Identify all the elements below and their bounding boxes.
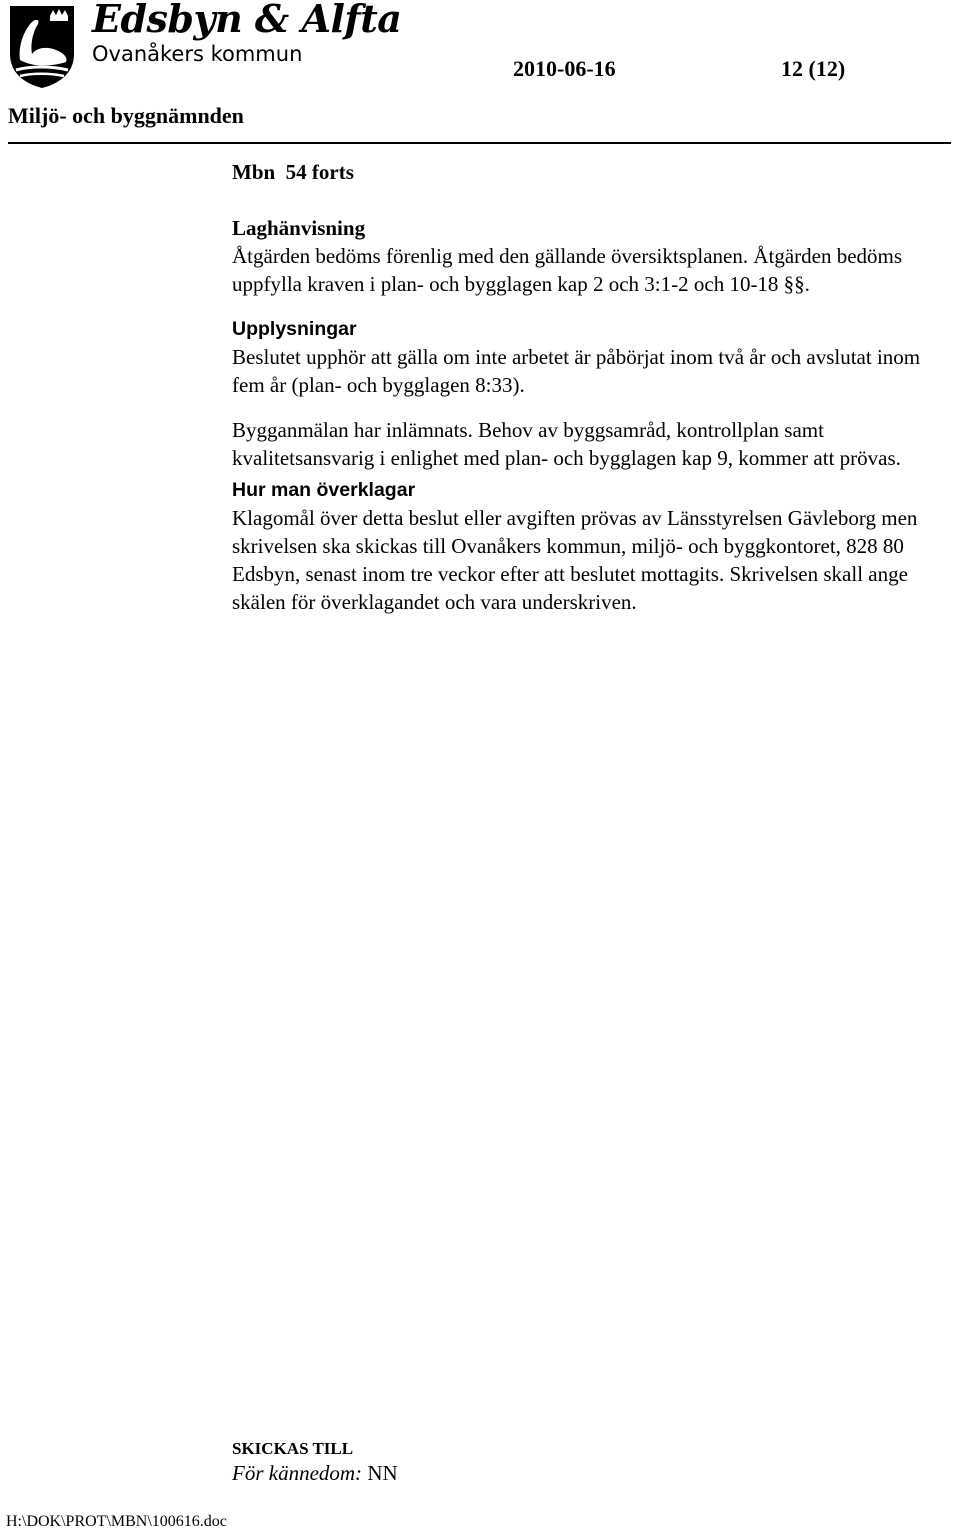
section-heading-overklagar: Hur man överklagar xyxy=(232,479,416,501)
organization-name: Miljö- och byggnämnden xyxy=(8,103,244,128)
section-heading-laghanvisning: Laghänvisning xyxy=(232,216,366,240)
document-date: 2010-06-16 xyxy=(513,56,616,81)
section-text-bygganmalan: Bygganmälan har inlämnats. Behov av byggsamråd, kontrollplan samt kvalitetsansvarig i enlighet med plan- och bygglagen kap 9, kommer att prövas. xyxy=(232,418,901,470)
document-body xyxy=(232,158,958,616)
recipient-value: NN xyxy=(367,1461,398,1485)
recipient-label: För kännedom: xyxy=(232,1461,363,1485)
file-path: H:\DOK\PROT\MBN\100616.doc xyxy=(6,1513,227,1530)
section-heading-upplysningar: Upplysningar xyxy=(232,318,357,340)
brand-subtitle: Ovanåkers kommun xyxy=(92,42,303,66)
paragraph-title: Mbn 54 forts xyxy=(232,160,354,184)
section-text-overklagar: Klagomål över detta beslut eller avgiften prövas av Länsstyrelsen Gävleborg men skrivelsen ska skickas till Ovanåkers kommun, miljö- och byggkontoret, 828 80 Edsbyn, senast inom tre veckor efter att beslutet mottagits. Skrivelsen skall ange skälen för överklagandet och vara underskriven. xyxy=(232,506,918,614)
header-divider xyxy=(8,142,951,144)
section-text-upplysningar: Beslutet upphör att gälla om inte arbetet är påbörjat inom två år och avslutat inom fem år (plan- och bygglagen 8:33). xyxy=(232,345,921,397)
municipality-logo xyxy=(6,2,78,90)
section-text-laghanvisning: Åtgärden bedöms förenlig med den gällande översiktsplanen. Åtgärden bedöms uppfylla kraven i plan- och bygglagen kap 2 och 3:1-2 och 10-18 §§. xyxy=(232,244,903,296)
distribution-recipient xyxy=(232,1461,398,1486)
page-number: 12 (12) xyxy=(781,56,846,81)
brand-name: Edsbyn & Alfta xyxy=(92,0,402,41)
distribution-label: SKICKAS TILL xyxy=(232,1439,354,1458)
